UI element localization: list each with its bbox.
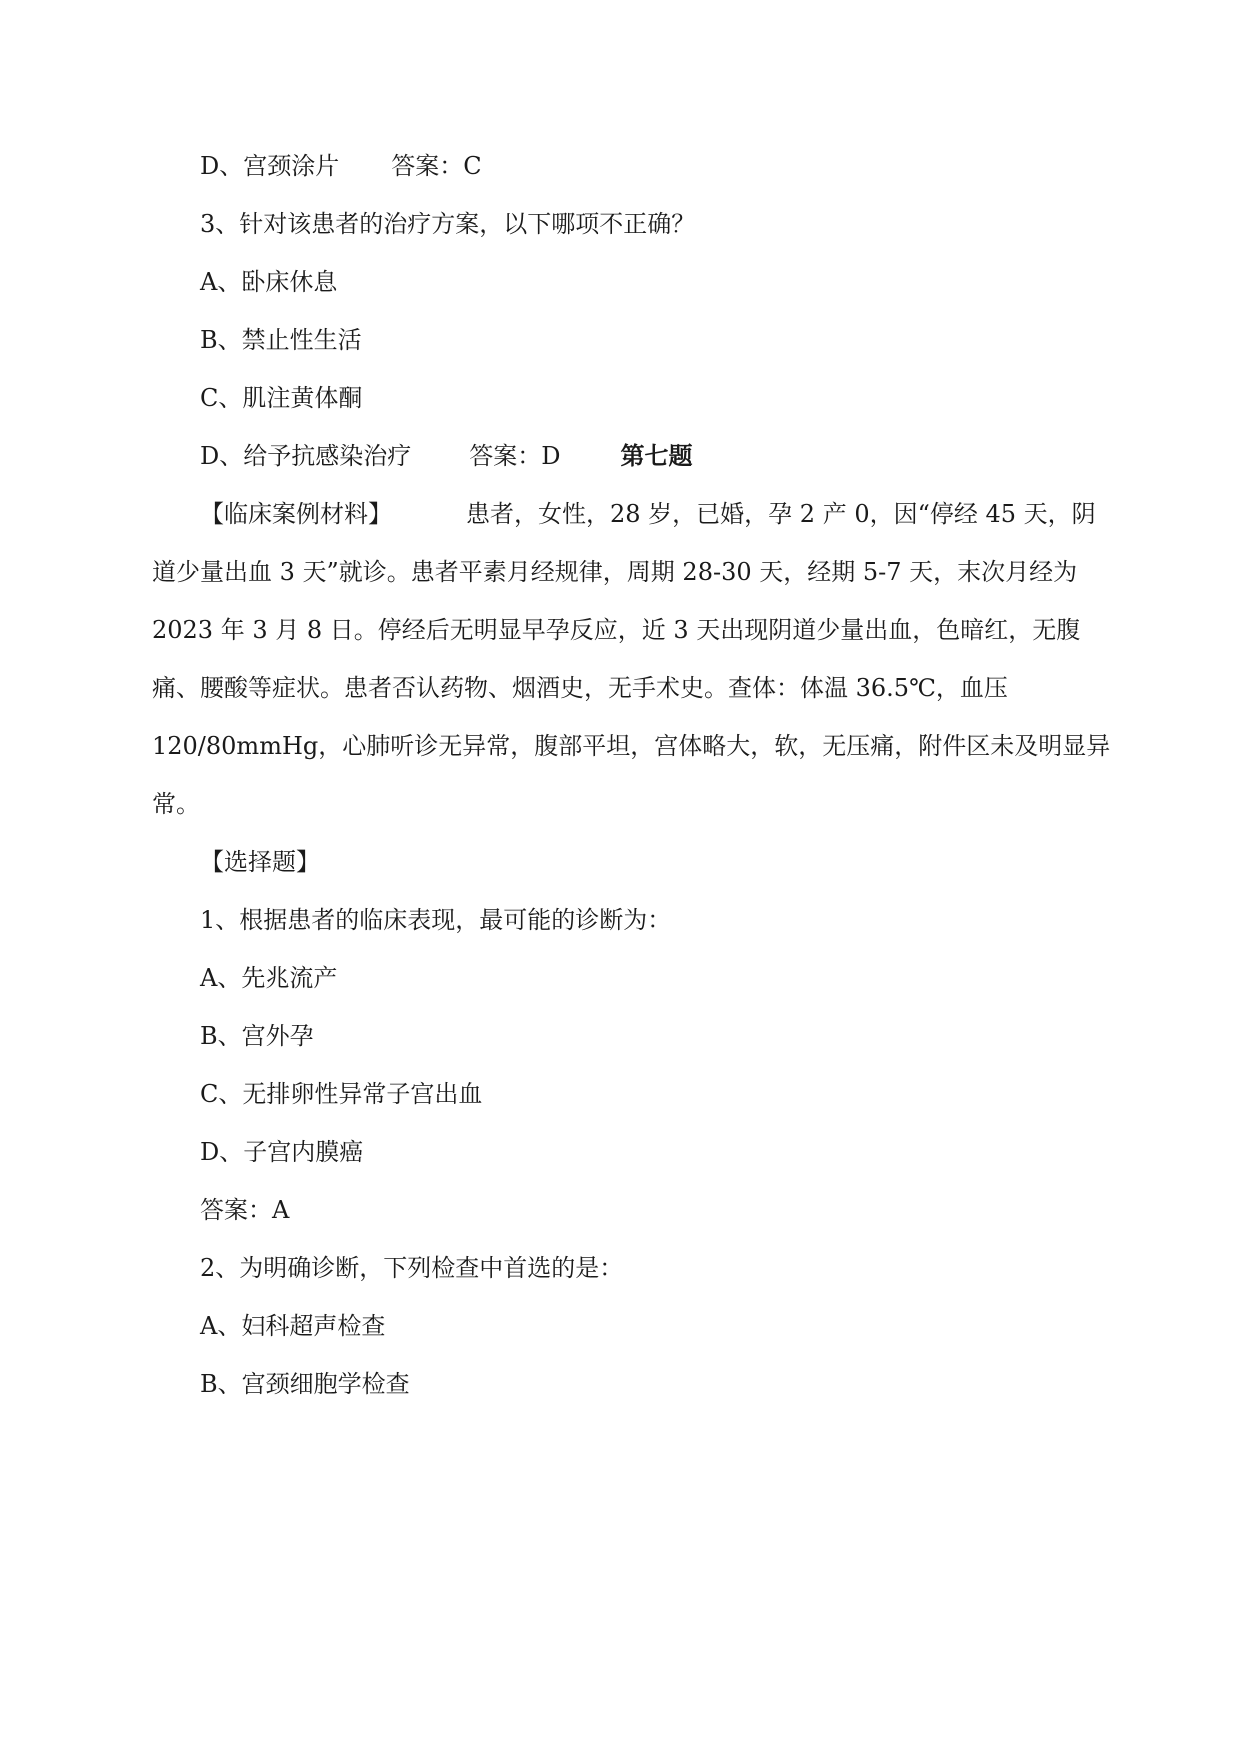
case-line-2: 道少量出血 3 天”就诊。患者平素月经规律，周期 28-30 天，经期 5-7 天，末次月经为 — [152, 558, 1078, 586]
prev-option-d-line — [200, 150, 482, 182]
q3-option-b: B、禁止性生活 — [200, 326, 362, 354]
q3-answer: 答案：D — [469, 442, 561, 470]
q1-option-b: B、宫外孕 — [200, 1022, 314, 1050]
case-line-6: 常。 — [152, 790, 200, 818]
q3-question: 3、针对该患者的治疗方案，以下哪项不正确？ — [200, 210, 696, 238]
q1-option-a: A、先兆流产 — [200, 964, 338, 992]
q3-option-c: C、肌注黄体酮 — [200, 384, 363, 412]
case-first-line — [200, 498, 1096, 530]
section-title: 第七题 — [620, 442, 693, 470]
q3-option-d: D、给予抗感染治疗 — [200, 442, 412, 470]
q3-option-a: A、卧床休息 — [200, 268, 338, 296]
prev-option-d: D、宫颈涂片 — [200, 152, 340, 180]
q1-option-c: C、无排卵性异常子宫出血 — [200, 1080, 483, 1108]
q1-question: 1、根据患者的临床表现，最可能的诊断为： — [200, 906, 672, 934]
case-line-4: 痛、腰酸等症状。患者否认药物、烟酒史，无手术史。查体：体温 36.5℃，血压 — [152, 674, 1008, 702]
q2-question: 2、为明确诊断，下列检查中首选的是： — [200, 1254, 624, 1282]
case-label: 【临床案例材料】 — [200, 500, 392, 528]
case-line-5: 120/80mmHg，心肺听诊无异常，腹部平坦，宫体略大，软，无压痛，附件区未及明显异 — [152, 732, 1111, 760]
q1-option-d: D、子宫内膜癌 — [200, 1138, 364, 1166]
q2-option-b: B、宫颈细胞学检查 — [200, 1370, 410, 1398]
case-line-1: 患者，女性，28 岁，已婚，孕 2 产 0，因“停经 45 天，阴 — [466, 500, 1096, 528]
q2-option-a: A、妇科超声检查 — [200, 1312, 386, 1340]
q3-option-d-line — [200, 440, 693, 472]
case-line-3: 2023 年 3 月 8 日。停经后无明显早孕反应，近 3 天出现阴道少量出血，色暗红，无腹 — [152, 616, 1081, 644]
prev-answer: 答案：C — [391, 152, 482, 180]
q1-answer: 答案：A — [200, 1196, 290, 1224]
choice-section-label: 【选择题】 — [200, 848, 320, 876]
